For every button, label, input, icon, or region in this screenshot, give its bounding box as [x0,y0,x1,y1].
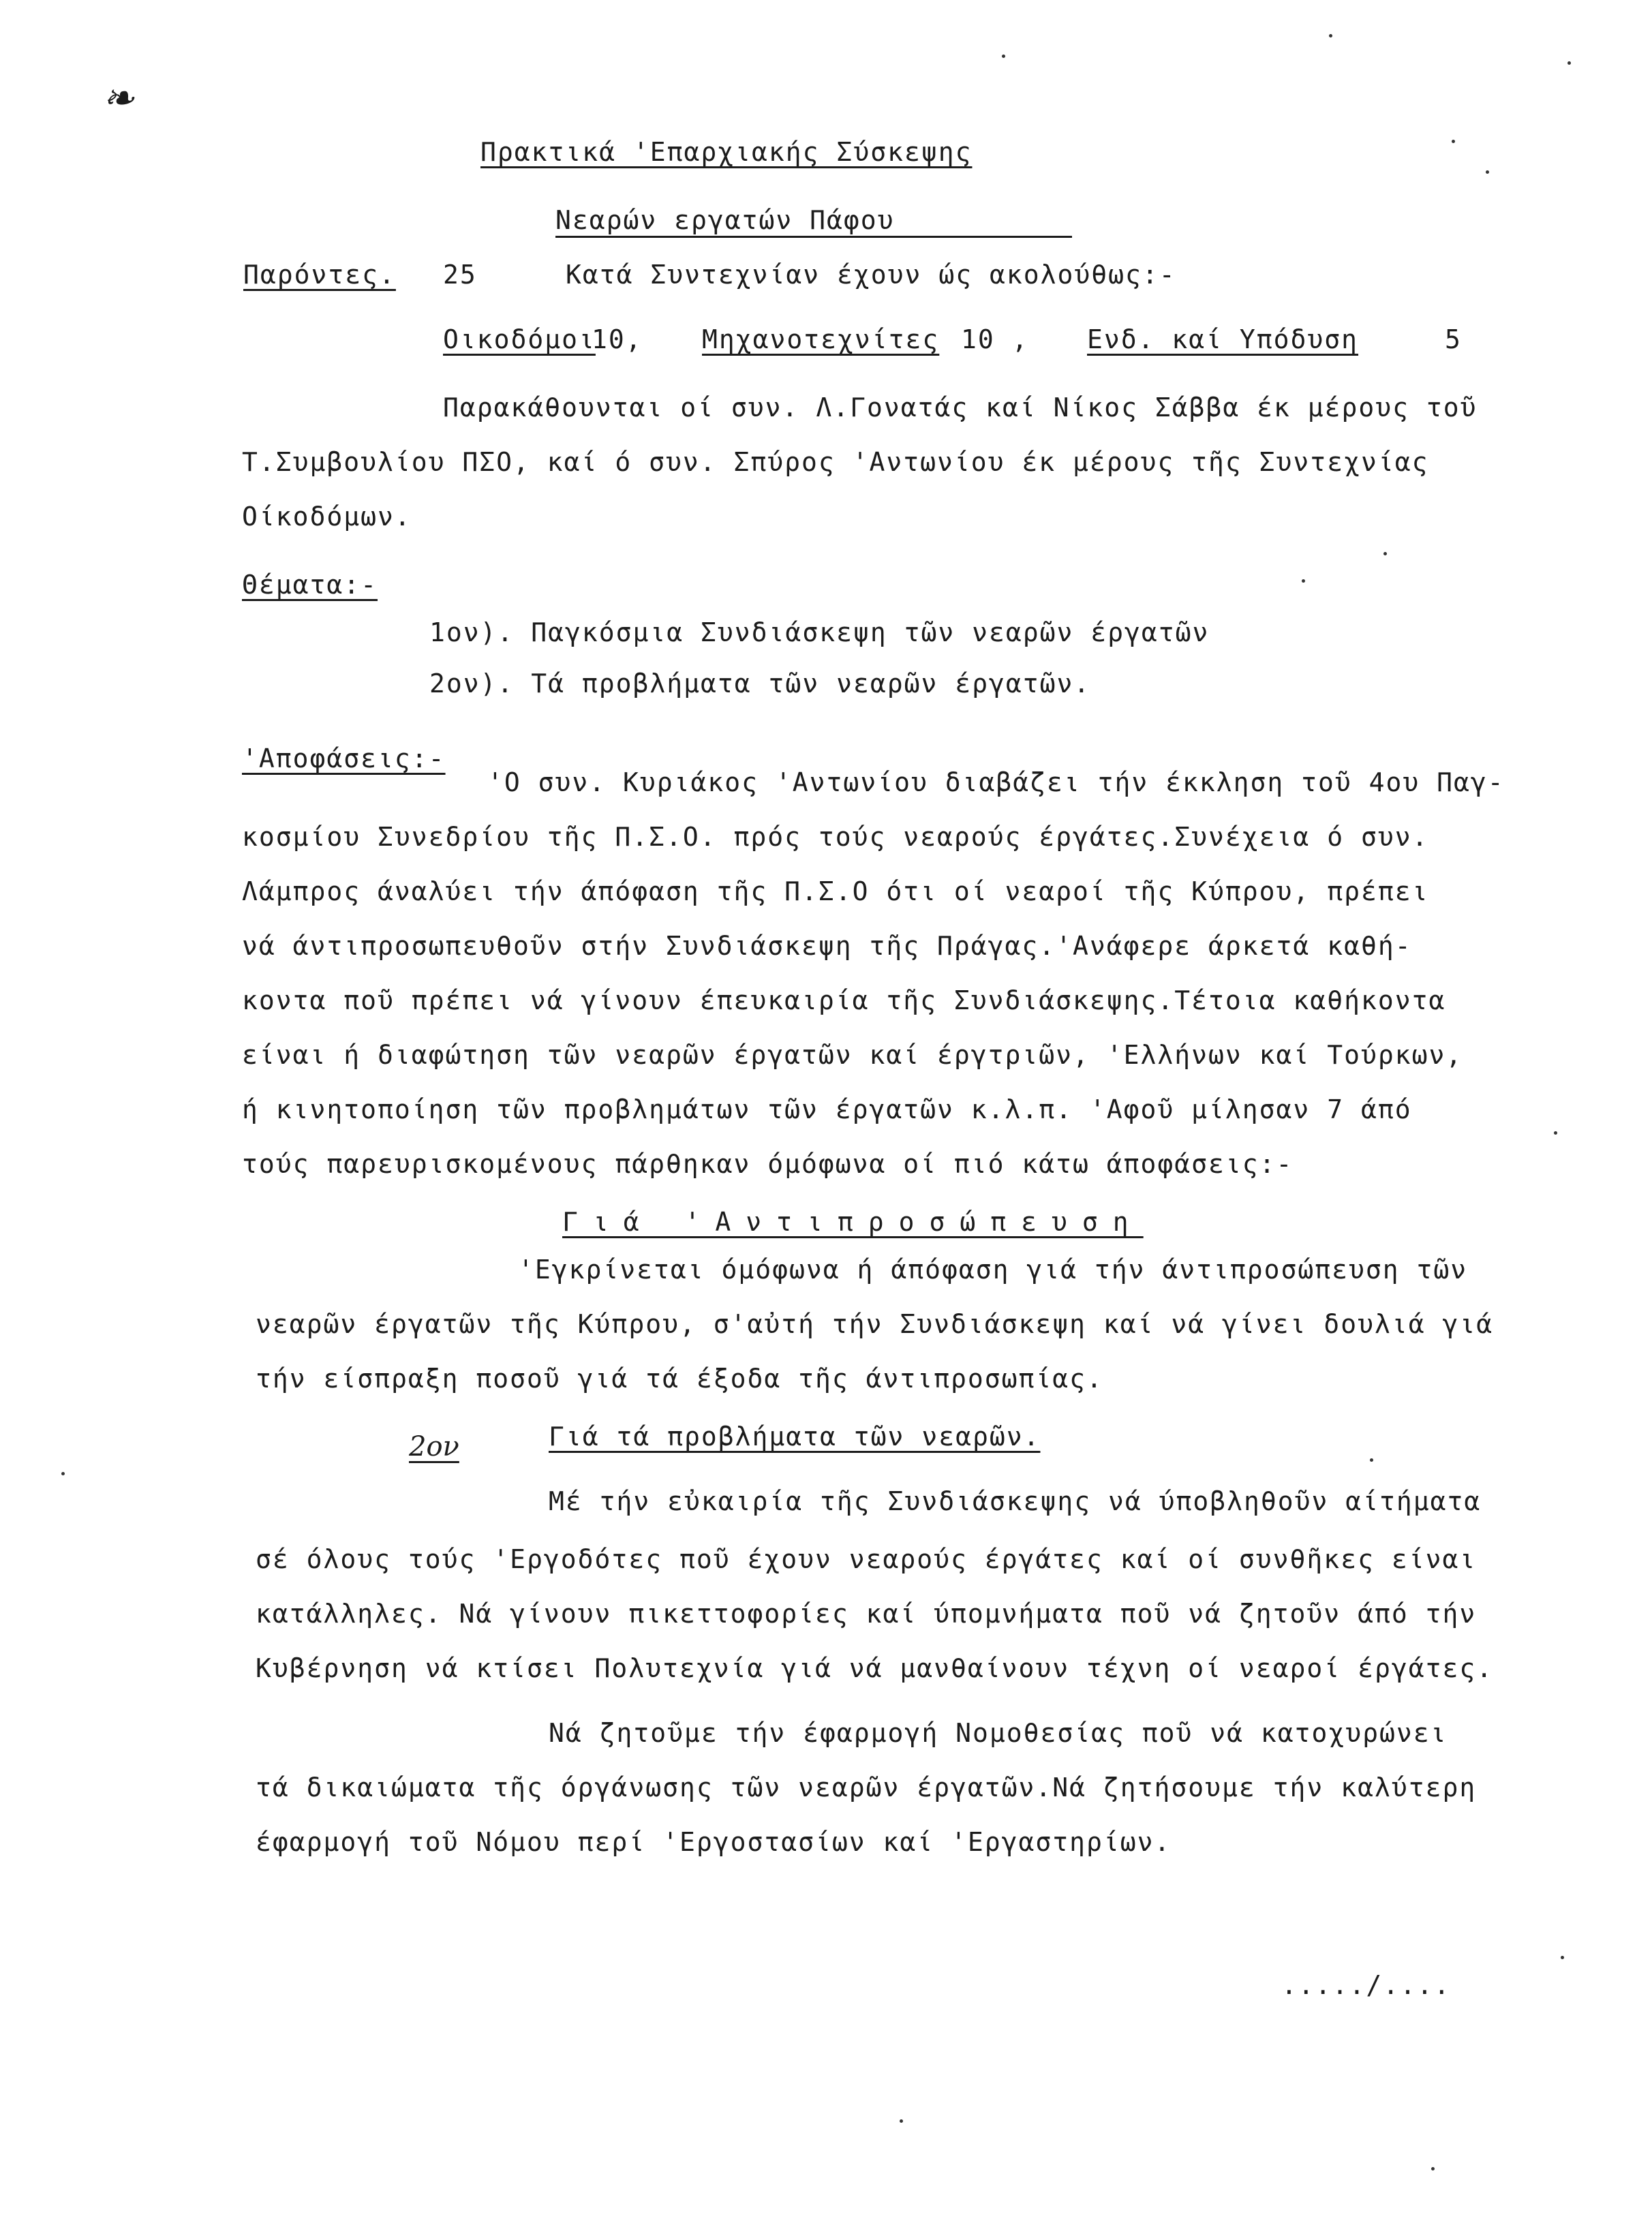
attendance-line: Τ.Συμβουλίου ΠΣΟ, καί ό συν. Σπύρος 'Αντωνίου έκ μέρους τῆς Συντεχνίας [242,447,1429,477]
handwritten-section-number: 2ον [409,1431,459,1462]
scan-speck [1329,34,1332,37]
present-count: 25 [443,260,477,290]
ink-blot: ❧ [102,76,134,121]
document-subtitle: Νεαρών εργατών Πάφου [555,205,895,235]
decisions-line: Λάμπρος άναλύει τήν άπόφαση τῆς Π.Σ.Ο ότι οί νεαροί τῆς Κύπρου, πρέπει [242,876,1429,906]
trade-mechanics-count: 10 , [961,324,1029,354]
attendance-line: Παρακάθουνται οί συν. Λ.Γονατάς καί Νίκος Σάββα έκ μέρους τοῦ [443,393,1478,423]
section2-line: σέ όλους τούς 'Εργοδότες ποῦ έχουν νεαρούς έργάτες καί οί συνθῆκες είναι [256,1544,1477,1574]
present-text: Κατά Συντεχνίαν έχουν ώς ακολούθως:- [566,260,1176,290]
continuation-marker: ...../.... [1281,1970,1451,2000]
trade-clothing: Ενδ. καί Υπόδυση [1087,324,1359,354]
scan-speck [1561,1956,1564,1959]
section2-line: κατάλληλες. Νά γίνουν πικεττοφορίες καί ύπομνήματα ποῦ νά ζητοῦν άπό τήν [256,1599,1477,1629]
scan-speck [1567,61,1571,65]
subtitle-underline [555,236,1072,238]
topic-item: 1ον). Παγκόσμια Συνδιάσκεψη τῶν νεαρῶν έργατῶν [429,617,1210,647]
trade-builders-count: 10, [592,324,643,354]
scan-speck [61,1472,65,1475]
scan-speck [1370,1458,1373,1462]
section2b-line: έφαρμογή τοῦ Νόμου περί 'Εργοστασίων καί 'Εργαστηρίων. [256,1827,1172,1857]
scan-speck [900,2119,903,2123]
decisions-line: 'Ο συν. Κυριάκος 'Αντωνίου διαβάζει τήν έκκληση τοῦ 4ου Παγ- [487,767,1505,797]
decisions-line: ή κινητοποίηση τῶν προβλημάτων τῶν έργατῶν κ.λ.π. 'Αφοῦ μίλησαν 7 άπό [242,1094,1412,1124]
topic-item: 2ον). Τά προβλήματα τῶν νεαρῶν έργατῶν. [429,669,1091,699]
section2-line: Κυβέρνηση νά κτίσει Πολυτεχνία γιά νά μανθαίνουν τέχνη οί νεαροί έργάτες. [256,1653,1494,1683]
decisions-line: νά άντιπροσωπευθοῦν στήν Συνδιάσκεψη τῆς Πράγας.'Ανάφερε άρκετά καθή- [242,931,1412,961]
section-heading-problems: Γιά τά προβλήματα τῶν νεαρῶν. [549,1422,1041,1452]
trade-clothing-count: 5 [1445,324,1462,354]
section2b-line: Νά ζητοῦμε τήν έφαρμογή Νομοθεσίας ποῦ νά κατοχυρώνει [549,1718,1448,1748]
section2b-line: τά δικαιώματα τῆς όργάνωσης τῶν νεαρῶν έργατῶν.Νά ζητήσουμε τήν καλύτερη [256,1773,1477,1802]
decisions-line: τούς παρευρισκομένους πάρθηκαν όμόφωνα οί πιό κάτω άποφάσεις:- [242,1149,1294,1179]
scan-speck [1486,170,1489,174]
scan-speck [1431,2167,1435,2170]
decisions-line: κοσμίου Συνεδρίου τῆς Π.Σ.Ο. πρός τούς νεαρούς έργάτες.Συνέχεια ό συν. [242,822,1429,852]
decisions-line: είναι ή διαφώτηση τῶν νεαρῶν έργατῶν καί έργτριῶν, 'Ελλήνων καί Τούρκων, [242,1040,1463,1070]
section1-line: 'Εγκρίνεται όμόφωνα ή άπόφαση γιά τήν άντιπροσώπευση τῶν [518,1255,1468,1285]
section1-line: τήν είσπραξη ποσοῦ γιά τά έξοδα τῆς άντιπροσωπίας. [256,1364,1103,1394]
decisions-label: 'Αποφάσεις:- [242,743,446,773]
scan-speck [1002,55,1005,58]
scan-speck [1302,579,1305,583]
section1-line: νεαρῶν έργατῶν τῆς Κύπρου, σ'αὐτή τήν Συνδιάσκεψη καί νά γίνει δουλιά γιά [256,1309,1494,1339]
trade-builders: Οικοδόμοι [443,324,596,354]
scan-speck [1554,1131,1557,1135]
scan-speck [1452,140,1455,143]
present-label: Παρόντες. [243,260,396,290]
attendance-line: Οίκοδόμων. [242,502,412,532]
decisions-line: κοντα ποῦ πρέπει νά γίνουν έπευκαιρία τῆς Συνδιάσκεψης.Τέτοια καθήκοντα [242,985,1446,1015]
trade-mechanics: Μηχανοτεχνίτες [702,324,940,354]
section2-line: Μέ τήν εὐκαιρία τῆς Συνδιάσκεψης νά ύποβληθοῦν αίτήματα [549,1486,1482,1516]
document-title: Πρακτικά 'Επαρχιακής Σύσκεψης [480,137,973,167]
scan-speck [1383,552,1387,555]
section-heading-representation: Γιά 'Αντιπροσώπευση [562,1207,1144,1237]
topics-label: Θέματα:- [242,570,378,600]
